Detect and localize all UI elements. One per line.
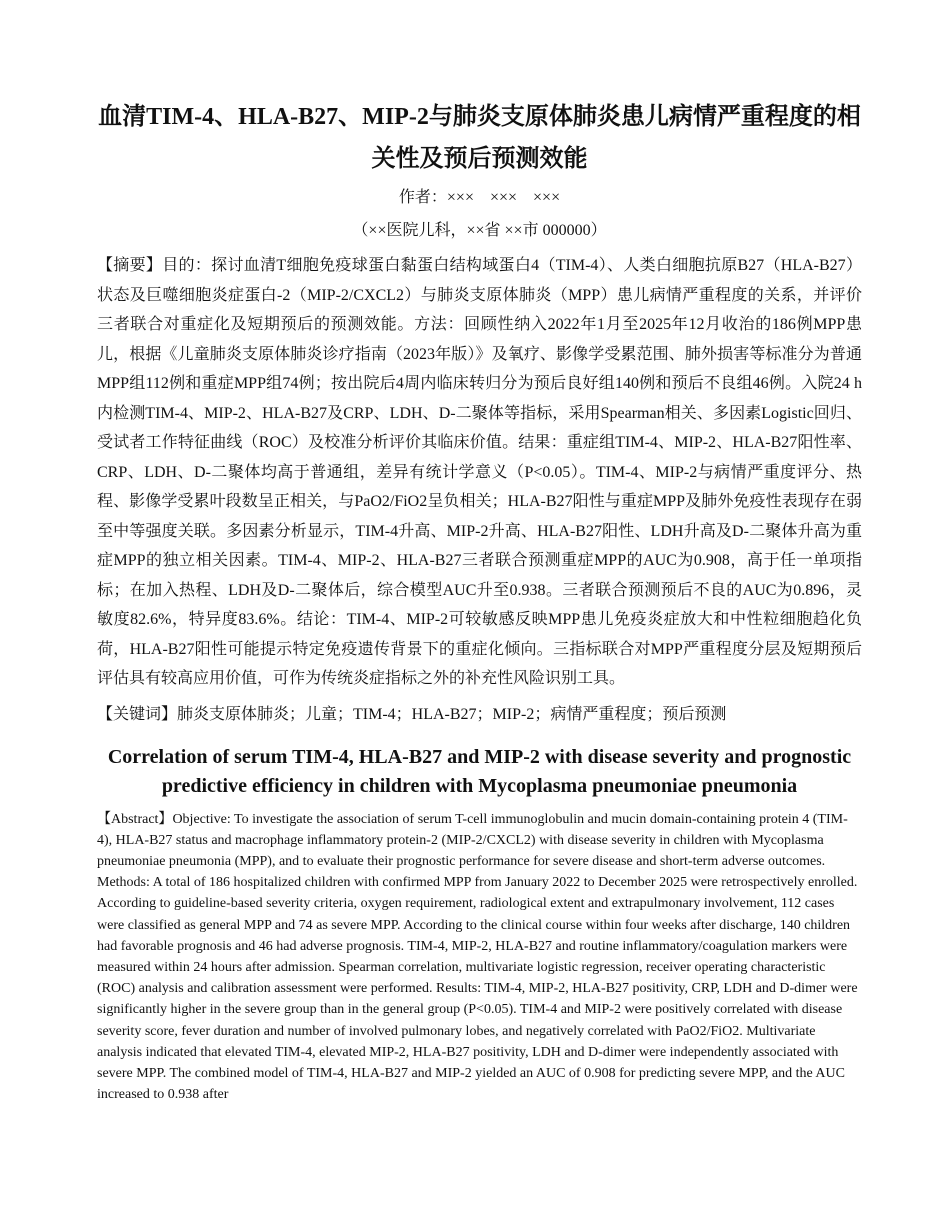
keywords-cn-label: 【关键词】: [97, 705, 178, 723]
paper-title-cn: 血清TIM-4、HLA-B27、MIP-2与肺炎支原体肺炎患儿病情严重程度的相关性及预后预测效能: [98, 104, 861, 172]
abstract-cn: [97, 251, 862, 694]
paper-page: [97, 96, 862, 1105]
keywords-cn: [97, 700, 862, 729]
paper-title-en: Correlation of serum TIM-4, HLA-B27 and MIP-2 with disease severity and prognostic predictive efficiency in children with Mycoplasma pneumoniae pneumonia: [107, 745, 852, 797]
affiliation-line: （××医院儿科，××省 ××市 000000）: [352, 222, 607, 239]
keywords-cn-text: 肺炎支原体肺炎；儿童；TIM-4；HLA-B27；MIP-2；病情严重程度；预后预测: [177, 705, 727, 723]
abstract-en: [97, 809, 862, 1106]
abstract-cn-text: 目的：探讨血清T细胞免疫球蛋白黏蛋白结构域蛋白4（TIM-4）、人类白细胞抗原B27（HLA-B27）状态及巨噬细胞炎症蛋白-2（MIP-2/CXCL2）与肺炎支原体肺炎（MPP）患儿病情严重程度的关系，并评价三者联合对重症化及短期预后的预测效能。方法：回顾性纳入2022年1月至2025年12月收治的186例MPP患儿，根据《儿童肺炎支原体肺炎诊疗指南（2023年版）》及氧疗、影像学受累范围、肺外损害等标准分为普通MPP组112例和重症MPP组74例；按出院后4周内临床转归分为预后良好组140例和预后不良组46例。入院24 h内检测TIM-4、MIP-2、HLA-B27及CRP、LDH、D-二聚体等指标，采用Spearman相关、多因素Logistic回归、受试者工作特征曲线（ROC）及校准分析评价其临床价值。结果：重症组TIM-4、MIP-2、HLA-B27阳性率、CRP、LDH、D-二聚体均高于普通组，差异有统计学意义（P<0.05）。TIM-4、MIP-2与病情严重度评分、热程、影像学受累叶段数呈正相关，与PaO2/FiO2呈负相关；HLA-B27阳性与重症MPP及肺外免疫性表现存在弱至中等强度关联。多因素分析显示，TIM-4升高、MIP-2升高、HLA-B27阳性、LDH升高及D-二聚体升高为重症MPP的独立相关因素。TIM-4、MIP-2、HLA-B27三者联合预测重症MPP的AUC为0.908，高于任一单项指标；在加入热程、LDH及D-二聚体后，综合模型AUC升至0.938。三者联合预测预后不良的AUC为0.896，灵敏度82.6%，特异度83.6%。结论：TIM-4、MIP-2可较敏感反映MPP患儿免疫炎症放大和中性粒细胞趋化负荷，HLA-B27阳性可能提示特定免疫遗传背景下的重症化倾向。三指标联合对MPP严重程度分层及短期预后评估具有较高应用价值，可作为传统炎症指标之外的补充性风险识别工具。: [97, 257, 862, 687]
abstract-en-label: 【Abstract】: [97, 811, 173, 827]
author-line: 作者：××× ××× ×××: [398, 189, 561, 206]
abstract-en-text: Objective: To investigate the association of serum T-cell immunoglobulin and mucin domain-containing protein 4 (TIM-4), HLA-B27 status and macrophage inflammatory protein-2 (MIP-2/CXCL2) with disease severity in children with Mycoplasma pneumoniae pneumonia (MPP), and to evaluate their prognostic performance for severe disease and short-term adverse outcomes. Methods: A total of 186 hospitalized children with confirmed MPP from January 2022 to December 2025 were retrospectively enrolled. According to guideline-based severity criteria, oxygen requirement, radiological extent and extrapulmonary involvement, 112 cases were classified as general MPP and 74 as severe MPP. According to the clinical course within four weeks after discharge, 140 children had favorable prognosis and 46 had adverse prognosis. TIM-4, MIP-2, HLA-B27 and routine inflammatory/coagulation markers were measured within 24 hours after admission. Spearman correlation, multivariate logistic regression, receiver operating characteristic (ROC) analysis and calibration assessment were performed. Results: TIM-4, MIP-2, HLA-B27 positivity, CRP, LDH and D-dimer were significantly higher in the severe group than in the general group (P<0.05). TIM-4 and MIP-2 were positively correlated with disease severity score, fever duration and number of involved pulmonary lobes, and negatively correlated with PaO2/FiO2. Multivariate analysis indicated that elevated TIM-4, elevated MIP-2, HLA-B27 positivity, LDH and D-dimer were independently associated with severe MPP. The combined model of TIM-4, HLA-B27 and MIP-2 yielded an AUC of 0.908 for predicting severe MPP, and the AUC increased to 0.938 after: [97, 811, 858, 1103]
abstract-cn-label: 【摘要】: [97, 257, 163, 274]
